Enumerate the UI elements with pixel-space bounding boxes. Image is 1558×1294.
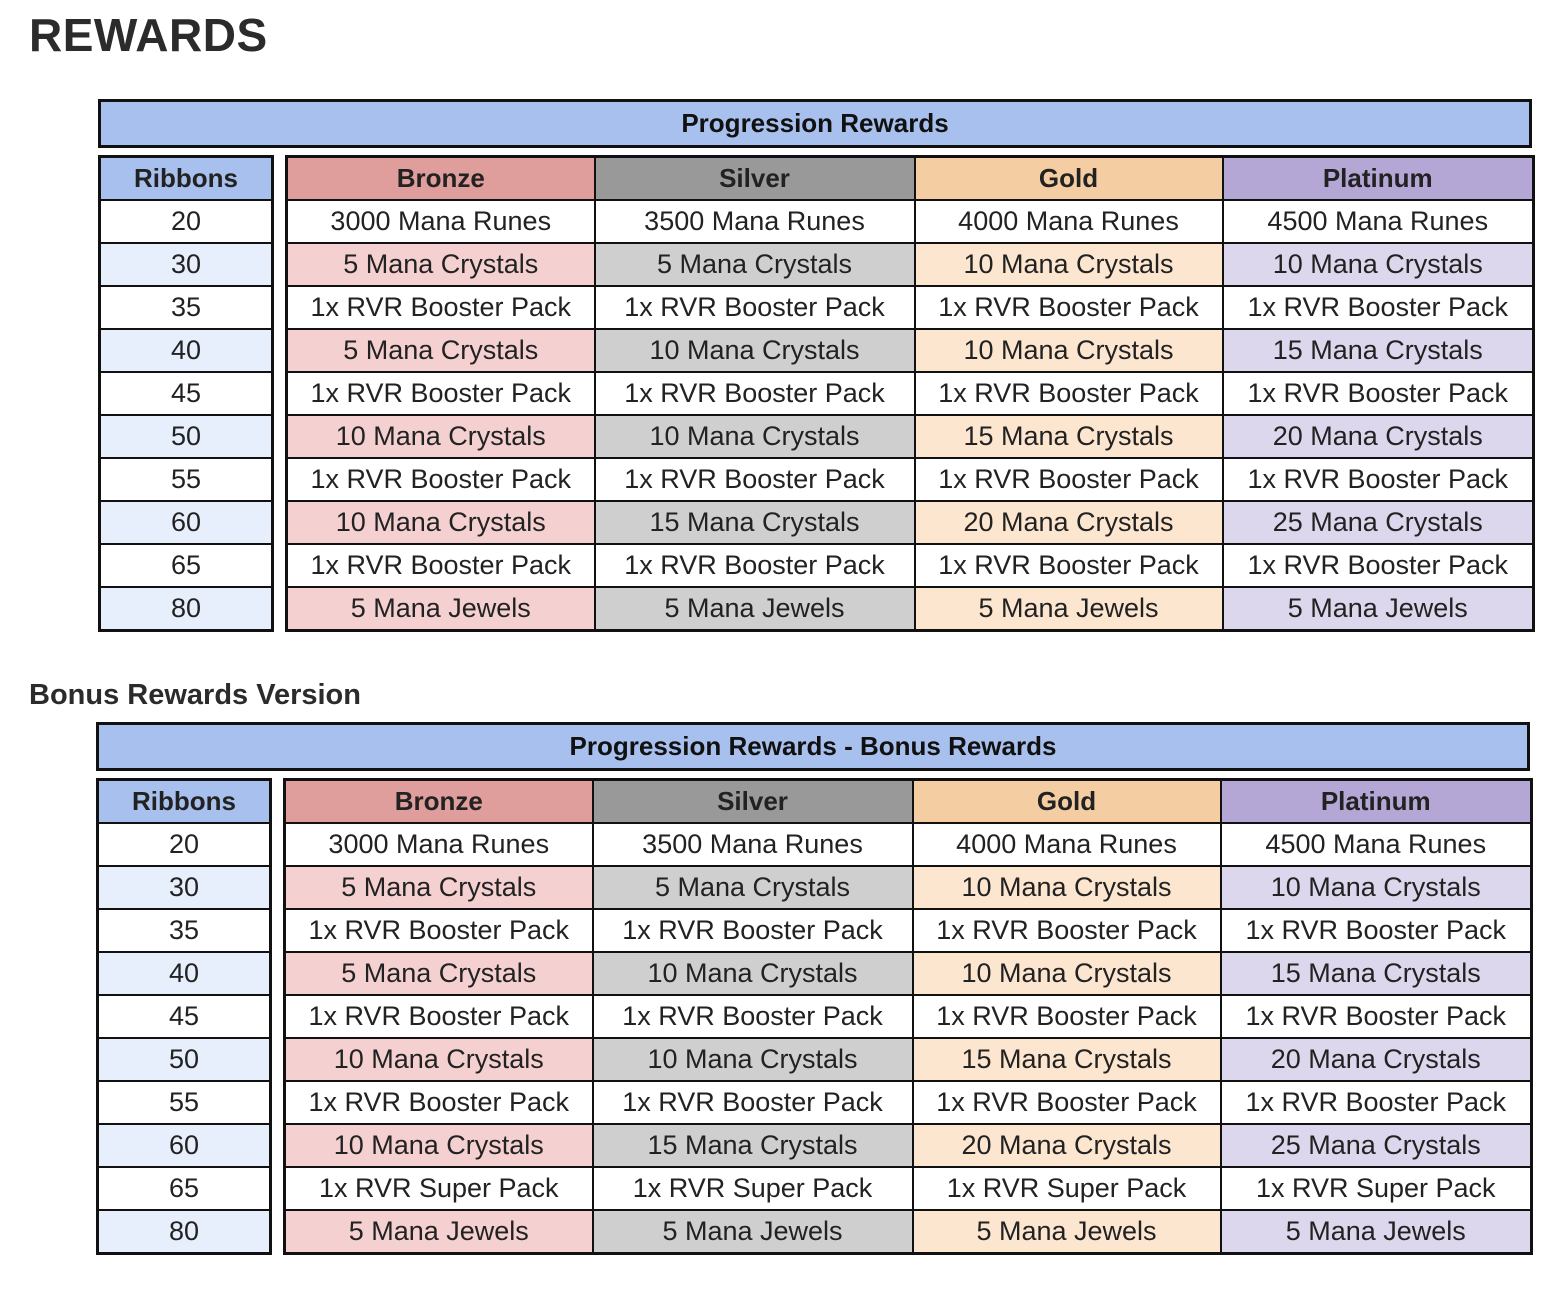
ribbons-value: 45 bbox=[98, 995, 271, 1038]
gold-header: Gold bbox=[913, 780, 1221, 824]
platinum-reward: 10 Mana Crystals bbox=[1221, 866, 1532, 909]
silver-reward: 1x RVR Booster Pack bbox=[595, 458, 915, 501]
table-row bbox=[98, 823, 271, 866]
ribbons-value: 80 bbox=[100, 587, 273, 631]
bronze-reward: 1x RVR Booster Pack bbox=[285, 909, 593, 952]
table-row bbox=[98, 1124, 271, 1167]
silver-header: Silver bbox=[595, 157, 915, 201]
gold-reward: 10 Mana Crystals bbox=[915, 329, 1223, 372]
ribbons-value: 35 bbox=[100, 286, 273, 329]
bronze-reward: 1x RVR Booster Pack bbox=[285, 1081, 593, 1124]
gold-reward: 1x RVR Booster Pack bbox=[915, 286, 1223, 329]
table-row bbox=[285, 909, 1532, 952]
gold-reward: 10 Mana Crystals bbox=[915, 243, 1223, 286]
bronze-reward: 5 Mana Jewels bbox=[287, 587, 595, 631]
table-row bbox=[100, 329, 273, 372]
table-row bbox=[287, 200, 1534, 243]
ribbons-value: 60 bbox=[100, 501, 273, 544]
table-row bbox=[285, 1167, 1532, 1210]
platinum-reward: 1x RVR Booster Pack bbox=[1223, 286, 1534, 329]
gold-reward: 1x RVR Booster Pack bbox=[913, 1081, 1221, 1124]
platinum-header: Platinum bbox=[1223, 157, 1534, 201]
platinum-reward: 1x RVR Booster Pack bbox=[1221, 1081, 1532, 1124]
table-banner: Progression Rewards - Bonus Rewards bbox=[96, 722, 1530, 771]
gold-reward: 15 Mana Crystals bbox=[915, 415, 1223, 458]
gold-header: Gold bbox=[915, 157, 1223, 201]
table-row bbox=[100, 544, 273, 587]
silver-header: Silver bbox=[593, 780, 913, 824]
silver-reward: 10 Mana Crystals bbox=[593, 952, 913, 995]
platinum-reward: 1x RVR Super Pack bbox=[1221, 1167, 1532, 1210]
table-row bbox=[285, 1038, 1532, 1081]
silver-reward: 3500 Mana Runes bbox=[593, 823, 913, 866]
silver-reward: 1x RVR Booster Pack bbox=[595, 286, 915, 329]
platinum-header: Platinum bbox=[1221, 780, 1532, 824]
tier-rewards-grid bbox=[285, 155, 1535, 632]
ribbons-value: 30 bbox=[98, 866, 271, 909]
bronze-reward: 1x RVR Booster Pack bbox=[285, 995, 593, 1038]
gold-reward: 5 Mana Jewels bbox=[915, 587, 1223, 631]
silver-reward: 10 Mana Crystals bbox=[595, 329, 915, 372]
platinum-reward: 10 Mana Crystals bbox=[1223, 243, 1534, 286]
gold-reward: 1x RVR Booster Pack bbox=[913, 995, 1221, 1038]
gold-reward: 10 Mana Crystals bbox=[913, 866, 1221, 909]
platinum-reward: 4500 Mana Runes bbox=[1221, 823, 1532, 866]
platinum-reward: 1x RVR Booster Pack bbox=[1223, 372, 1534, 415]
bronze-header: Bronze bbox=[285, 780, 593, 824]
platinum-reward: 1x RVR Booster Pack bbox=[1221, 909, 1532, 952]
table-row bbox=[100, 286, 273, 329]
table-row bbox=[285, 866, 1532, 909]
bronze-reward: 3000 Mana Runes bbox=[287, 200, 595, 243]
ribbons-value: 65 bbox=[100, 544, 273, 587]
table-row bbox=[287, 243, 1534, 286]
gold-reward: 4000 Mana Runes bbox=[915, 200, 1223, 243]
gold-reward: 15 Mana Crystals bbox=[913, 1038, 1221, 1081]
ribbons-header: Ribbons bbox=[98, 780, 271, 824]
platinum-reward: 5 Mana Jewels bbox=[1223, 587, 1534, 631]
silver-reward: 5 Mana Jewels bbox=[593, 1210, 913, 1254]
bronze-reward: 10 Mana Crystals bbox=[285, 1124, 593, 1167]
silver-reward: 10 Mana Crystals bbox=[593, 1038, 913, 1081]
table-row bbox=[285, 1124, 1532, 1167]
table-row bbox=[285, 1081, 1532, 1124]
ribbons-value: 50 bbox=[98, 1038, 271, 1081]
silver-reward: 15 Mana Crystals bbox=[595, 501, 915, 544]
platinum-reward: 25 Mana Crystals bbox=[1223, 501, 1534, 544]
gold-reward: 1x RVR Booster Pack bbox=[915, 372, 1223, 415]
bronze-reward: 10 Mana Crystals bbox=[287, 501, 595, 544]
table-row bbox=[98, 909, 271, 952]
silver-reward: 10 Mana Crystals bbox=[595, 415, 915, 458]
gold-reward: 5 Mana Jewels bbox=[913, 1210, 1221, 1254]
bronze-reward: 5 Mana Jewels bbox=[285, 1210, 593, 1254]
silver-reward: 1x RVR Booster Pack bbox=[595, 544, 915, 587]
page-title: REWARDS bbox=[29, 9, 268, 61]
table-row bbox=[287, 286, 1534, 329]
silver-reward: 5 Mana Jewels bbox=[595, 587, 915, 631]
gold-reward: 1x RVR Booster Pack bbox=[913, 909, 1221, 952]
ribbons-value: 35 bbox=[98, 909, 271, 952]
silver-reward: 5 Mana Crystals bbox=[595, 243, 915, 286]
ribbons-value: 40 bbox=[98, 952, 271, 995]
table-row bbox=[287, 587, 1534, 631]
bronze-header: Bronze bbox=[287, 157, 595, 201]
table-row bbox=[98, 1167, 271, 1210]
table-row bbox=[100, 415, 273, 458]
gold-reward: 1x RVR Super Pack bbox=[913, 1167, 1221, 1210]
table-row bbox=[100, 587, 273, 631]
platinum-reward: 15 Mana Crystals bbox=[1223, 329, 1534, 372]
bronze-reward: 1x RVR Booster Pack bbox=[287, 544, 595, 587]
gold-reward: 1x RVR Booster Pack bbox=[915, 458, 1223, 501]
gold-reward: 4000 Mana Runes bbox=[913, 823, 1221, 866]
bronze-reward: 5 Mana Crystals bbox=[285, 866, 593, 909]
ribbons-value: 50 bbox=[100, 415, 273, 458]
platinum-reward: 15 Mana Crystals bbox=[1221, 952, 1532, 995]
platinum-reward: 4500 Mana Runes bbox=[1223, 200, 1534, 243]
ribbons-value: 30 bbox=[100, 243, 273, 286]
platinum-reward: 1x RVR Booster Pack bbox=[1223, 458, 1534, 501]
table-row bbox=[285, 1210, 1532, 1254]
bronze-reward: 5 Mana Crystals bbox=[287, 243, 595, 286]
gold-reward: 10 Mana Crystals bbox=[913, 952, 1221, 995]
ribbons-value: 55 bbox=[98, 1081, 271, 1124]
silver-reward: 5 Mana Crystals bbox=[593, 866, 913, 909]
platinum-reward: 1x RVR Booster Pack bbox=[1221, 995, 1532, 1038]
bronze-reward: 3000 Mana Runes bbox=[285, 823, 593, 866]
silver-reward: 1x RVR Booster Pack bbox=[593, 995, 913, 1038]
table-row bbox=[287, 372, 1534, 415]
bronze-reward: 10 Mana Crystals bbox=[287, 415, 595, 458]
silver-reward: 1x RVR Super Pack bbox=[593, 1167, 913, 1210]
ribbons-value: 65 bbox=[98, 1167, 271, 1210]
table-row bbox=[100, 501, 273, 544]
platinum-reward: 20 Mana Crystals bbox=[1223, 415, 1534, 458]
ribbons-value: 55 bbox=[100, 458, 273, 501]
silver-reward: 1x RVR Booster Pack bbox=[593, 1081, 913, 1124]
table-row bbox=[287, 415, 1534, 458]
bronze-reward: 1x RVR Booster Pack bbox=[287, 458, 595, 501]
ribbons-value: 20 bbox=[100, 200, 273, 243]
table-row bbox=[100, 458, 273, 501]
table-row bbox=[100, 200, 273, 243]
silver-reward: 3500 Mana Runes bbox=[595, 200, 915, 243]
bronze-reward: 5 Mana Crystals bbox=[287, 329, 595, 372]
bronze-reward: 1x RVR Super Pack bbox=[285, 1167, 593, 1210]
gold-reward: 1x RVR Booster Pack bbox=[915, 544, 1223, 587]
bronze-reward: 1x RVR Booster Pack bbox=[287, 286, 595, 329]
platinum-reward: 20 Mana Crystals bbox=[1221, 1038, 1532, 1081]
platinum-reward: 5 Mana Jewels bbox=[1221, 1210, 1532, 1254]
table-row bbox=[98, 995, 271, 1038]
ribbons-header: Ribbons bbox=[100, 157, 273, 201]
table-row bbox=[98, 1210, 271, 1254]
table-row bbox=[285, 952, 1532, 995]
table-row bbox=[98, 952, 271, 995]
bronze-reward: 5 Mana Crystals bbox=[285, 952, 593, 995]
table-row bbox=[98, 866, 271, 909]
silver-reward: 1x RVR Booster Pack bbox=[595, 372, 915, 415]
table-row bbox=[287, 329, 1534, 372]
bronze-reward: 10 Mana Crystals bbox=[285, 1038, 593, 1081]
table-row bbox=[287, 544, 1534, 587]
ribbons-column bbox=[96, 778, 272, 1255]
table-row bbox=[100, 372, 273, 415]
platinum-reward: 1x RVR Booster Pack bbox=[1223, 544, 1534, 587]
ribbons-value: 45 bbox=[100, 372, 273, 415]
table-row bbox=[287, 501, 1534, 544]
ribbons-column bbox=[98, 155, 274, 632]
table-row bbox=[98, 1038, 271, 1081]
table-row bbox=[285, 823, 1532, 866]
ribbons-value: 60 bbox=[98, 1124, 271, 1167]
silver-reward: 15 Mana Crystals bbox=[593, 1124, 913, 1167]
silver-reward: 1x RVR Booster Pack bbox=[593, 909, 913, 952]
gold-reward: 20 Mana Crystals bbox=[913, 1124, 1221, 1167]
bronze-reward: 1x RVR Booster Pack bbox=[287, 372, 595, 415]
table-row bbox=[98, 1081, 271, 1124]
gold-reward: 20 Mana Crystals bbox=[915, 501, 1223, 544]
table-row bbox=[287, 458, 1534, 501]
ribbons-value: 20 bbox=[98, 823, 271, 866]
table-row bbox=[285, 995, 1532, 1038]
tier-rewards-grid bbox=[283, 778, 1533, 1255]
table-row bbox=[100, 243, 273, 286]
table-banner: Progression Rewards bbox=[98, 99, 1532, 148]
section-title: Bonus Rewards Version bbox=[29, 679, 361, 711]
ribbons-value: 40 bbox=[100, 329, 273, 372]
ribbons-value: 80 bbox=[98, 1210, 271, 1254]
platinum-reward: 25 Mana Crystals bbox=[1221, 1124, 1532, 1167]
